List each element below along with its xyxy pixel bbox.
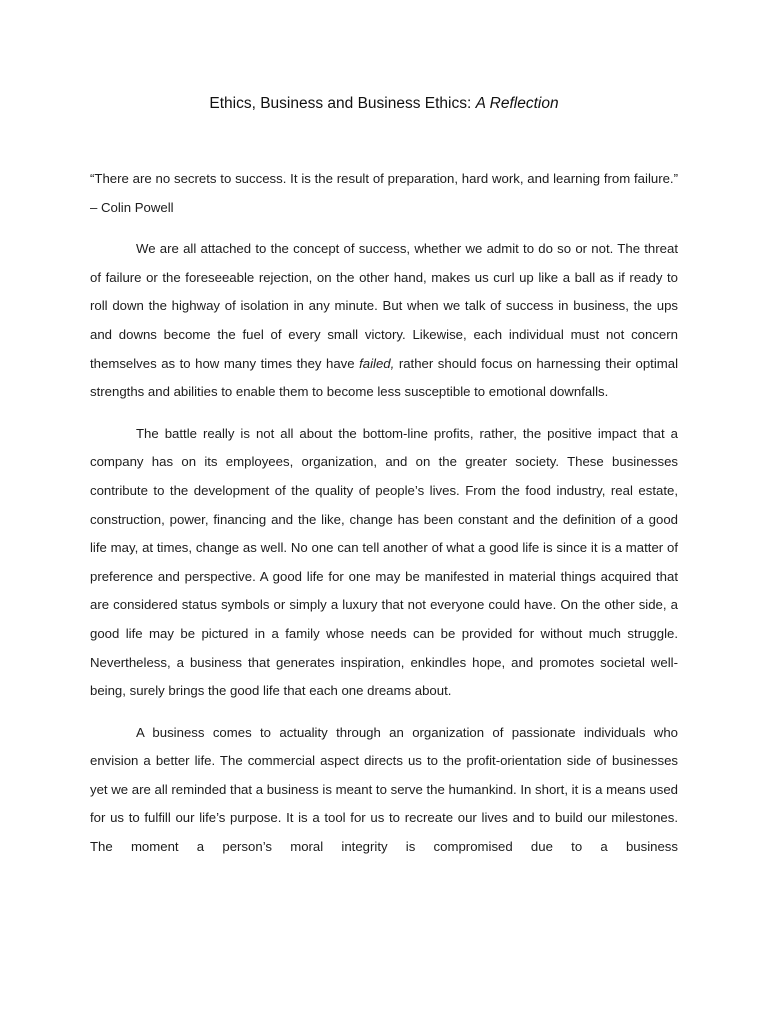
title-main: Ethics, Business and Business Ethics:	[209, 95, 472, 112]
title-subtitle: A Reflection	[475, 95, 559, 112]
paragraph-1	[90, 235, 678, 407]
document-body	[90, 165, 678, 875]
document-title	[0, 93, 768, 115]
paragraph-1-text-b: rather should focus on harnessing their optimal strengths and abilities to enable them to become less susceptible to emotional downfalls.	[90, 355, 679, 400]
paragraph-3: A business comes to actuality through an organization of passionate individuals who envision a better life. The commercial aspect directs us to the profit-orientation side of businesses yet we are all reminded that a business is meant to serve the humankind. In short, it is a means used for us to fulfill our life’s purpose. It is a tool for us to recreate our lives and to build our milestones. The moment a person’s moral integrity is compromised due to a business	[90, 724, 678, 855]
paragraph-2: The battle really is not all about the bottom-line profits, rather, the positive impact that a company has on its employees, organization, and on the greater society. These businesses contribute to the development of the quality of people’s lives. From the food industry, real estate, construction, power, financing and the like, change has been constant and the definition of a good life may, at times, change as well. No one can tell another of what a good life is since it is a matter of preference and perspective. A good life for one may be manifested in material things acquired that are considered status symbols or simply a luxury that not everyone could have. On the other side, a good life may be pictured in a family whose needs can be provided for without much struggle. Nevertheless, a business that generates inspiration, enkindles hope, and promotes societal well-being, surely brings the good life that each one dreams about.	[90, 425, 678, 699]
opening-quote: “There are no secrets to success. It is the result of preparation, hard work, and learning from failure.” – Colin Powell	[90, 171, 678, 215]
paragraph-1-emphasis: failed,	[359, 355, 395, 371]
paragraph-1-text-a: We are all attached to the concept of success, whether we admit to do so or not. The threat of failure or the foreseeable rejection, on the other hand, makes us curl up like a ball as if ready to roll down the highway of isolation in any minute. But when we talk of success in business, the ups and downs become the fuel of every small victory. Likewise, each individual must not concern themselves as to how many times they have	[90, 241, 678, 371]
